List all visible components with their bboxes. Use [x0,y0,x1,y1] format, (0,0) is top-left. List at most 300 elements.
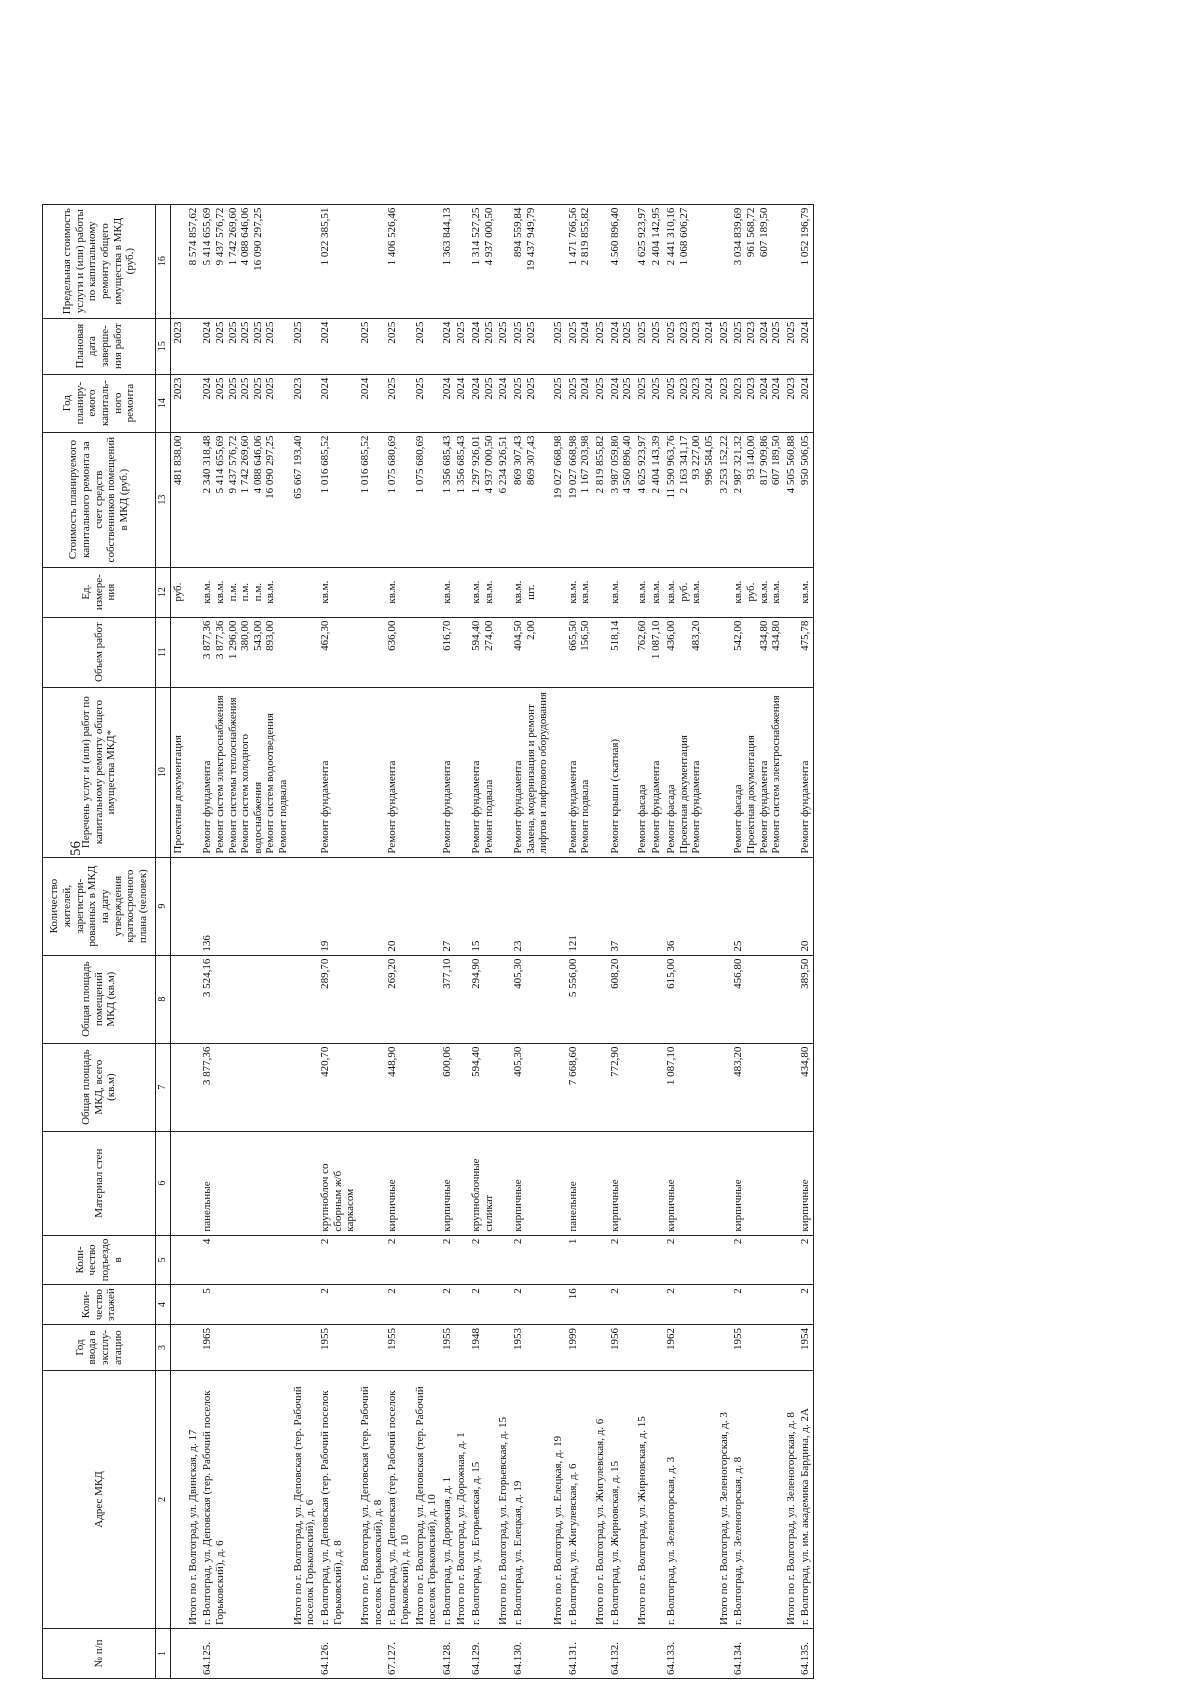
cell-line: 2025 [593,377,606,400]
cell-col-8: 389,50 [798,955,813,1043]
table-row [318,204,358,1678]
cell-col-13 [717,432,732,567]
cell-line: 607 189,50 [757,207,770,258]
cell-col-8: 377,10 [440,955,455,1043]
cell-col-14 [649,374,664,432]
cell-line: 961 568,72 [744,207,757,258]
cell-line: 2025 [650,321,663,344]
cell-line: Ремонт фундамента [757,760,770,854]
cell-col-4 [454,1285,469,1325]
cell-col-5: 2 [731,1235,784,1285]
cell-line [172,1374,185,1625]
cell-col-6 [731,1131,784,1235]
cell-col-8: 615,00 [664,955,717,1043]
cell-line: кирпичные [386,1179,399,1232]
cell-line [455,691,468,854]
cell-line: 2 404 143,39 [650,435,663,494]
cell-line: Проектная документация [677,735,690,854]
cell-line: 2024 [201,377,214,400]
cell-line: 2 404 142,95 [650,207,663,266]
cell-line: кв.м. [566,580,579,604]
cell-col-3 [454,1325,469,1371]
cell-col-11 [454,617,469,687]
cell-col-2 [798,1371,813,1629]
cell-line: Ремонт фундамента [566,760,579,854]
cell-line: п.м. [226,582,239,602]
cell-line: 2024 [319,377,332,400]
cell-col-12 [593,567,608,617]
table-row [551,204,566,1678]
cell-line: 2024 [440,321,453,344]
cell-col-1 [454,1629,469,1679]
cell-col-13 [608,432,635,567]
cell-line: 93 140,00 [744,435,757,480]
cell-line: 2025 [621,377,634,400]
cell-col-6 [511,1131,551,1235]
cell-col-6 [440,1131,455,1235]
cell-line: панельные [201,1181,214,1232]
cell-line: 2025 [635,321,648,344]
cell-line: 3 987 059,80 [608,435,621,494]
cell-col-12 [551,567,566,617]
cell-line: 1 075 680,69 [413,435,426,494]
cell-line [552,691,565,854]
column-header-14: Год планиру-емого капиталь-ного ремонта [43,374,156,432]
cell-line [785,208,798,315]
cell-line: руб. [172,582,184,602]
cell-col-15 [798,318,813,374]
column-header-7: Общая площадь МКД, всего (кв.м) [43,1043,156,1131]
cell-col-4 [358,1285,385,1325]
cell-line: кирпичные [608,1179,621,1232]
cell-col-7 [171,1043,186,1131]
cell-line: Ремонт фасада [665,784,678,854]
cell-col-5: 2 [469,1235,496,1285]
cell-col-12 [784,567,799,617]
cell-line: 16 090 297,25 [251,207,264,271]
cell-col-7 [186,1043,201,1131]
cell-col-15 [186,318,201,374]
cell-col-13 [649,432,664,567]
cell-col-2 [171,1371,186,1629]
cell-col-14 [664,374,717,432]
cell-col-6 [717,1131,732,1235]
cell-col-10 [608,687,635,857]
column-number-11: 11 [156,617,171,687]
column-header-16: Предельная стоимость услуги и (или) работы по капитальному ремонту общего имущества в МКД (руб.) [43,204,156,318]
cell-line [718,621,731,684]
cell-line [414,1135,427,1232]
cell-col-4 [635,1285,650,1325]
cell-col-11 [566,617,593,687]
cell-line: Итого по г. Волгоград, ул. Деповская (тер. Рабочий поселок Горьковский), д. 8 [358,1386,384,1625]
cell-col-11 [551,617,566,687]
cell-line: кирпичные [732,1179,745,1232]
cell-col-8: 269,20 [385,955,412,1043]
cell-col-10 [496,687,511,857]
table-row [649,204,664,1678]
cell-line: г. Волгоград, ул. Жигулевская, д. 6 [566,1463,579,1625]
cell-col-3: 1956 [608,1325,635,1371]
cell-col-12 [496,567,511,617]
cell-line [718,1135,731,1232]
cell-line [187,378,200,429]
cell-line: кв.м. [799,580,812,604]
cell-line [455,571,468,614]
cell-col-11 [496,617,511,687]
cell-col-12 [649,567,664,617]
cell-line: 2 163 341,17 [677,435,690,494]
cell-col-3: 1948 [469,1325,496,1371]
cell-col-6 [454,1131,469,1235]
cell-col-2 [496,1371,511,1629]
cell-line: 542,00 [732,620,745,651]
column-header-4: Коли-чество этажей [43,1285,156,1325]
cell-col-8: 405,30 [511,955,551,1043]
cell-col-1 [171,1629,186,1679]
cell-col-13 [469,432,496,567]
cell-col-3 [593,1325,608,1371]
cell-line: Ремонт систем холодного водоснабжения [239,733,264,854]
cell-line: 4 088 646,06 [251,435,264,494]
cell-line [594,571,607,614]
cell-line: 1 406 526,46 [386,207,399,266]
cell-col-10 [469,687,496,857]
cell-line: 2025 [358,321,371,344]
column-number-9: 9 [156,857,171,955]
cell-line: 2023 [744,321,757,344]
cell-col-12 [566,567,593,617]
cell-col-13 [798,432,813,567]
cell-line: Ремонт фундамента [690,760,703,854]
cell-col-10 [784,687,799,857]
cell-line: 594,40 [470,620,483,651]
cell-col-10 [717,687,732,857]
cell-line: 4 625 923,97 [635,207,648,266]
cell-col-9 [784,857,799,955]
cell-line: 2025 [386,377,399,400]
cell-col-15 [440,318,455,374]
cell-line: 2024 [470,377,483,400]
cell-line: 4 560 896,40 [608,207,621,266]
cell-col-7 [454,1043,469,1131]
cell-col-16 [566,204,593,318]
cell-line: Ремонт фундамента [470,760,483,854]
cell-col-7: 420,70 [318,1043,358,1131]
cell-line: 893,00 [264,620,277,651]
cell-line: 2024 [497,377,510,400]
cell-col-15 [454,318,469,374]
cell-col-8 [551,955,566,1043]
cell-col-5 [635,1235,650,1285]
cell-col-15 [318,318,358,374]
cell-line: 434,80 [770,620,783,651]
cell-col-11 [593,617,608,687]
cell-line: 2025 [512,321,525,344]
cell-col-8: 3 524,16 [200,955,290,1043]
cell-col-10 [171,687,186,857]
cell-line [455,1135,468,1232]
cell-col-11 [511,617,551,687]
cell-col-4: 2 [318,1285,358,1325]
cell-col-2 [608,1371,635,1629]
cell-col-2 [784,1371,799,1629]
cell-line: Ремонт фундамента [386,760,399,854]
cell-line: 2025 [635,377,648,400]
cell-line [497,621,510,684]
capital-repair-table [42,204,814,1679]
cell-line: 2025 [482,321,495,344]
cell-line: Ремонт фасада [635,784,648,854]
cell-line: 1 052 196,79 [799,207,812,266]
cell-line: 2025 [770,321,783,344]
table-row [454,204,469,1678]
cell-col-7 [593,1043,608,1131]
cell-col-12 [358,567,385,617]
cell-col-16 [454,204,469,318]
cell-line: 5 414 655,69 [213,435,226,494]
cell-line [414,208,427,315]
table-row [358,204,385,1678]
cell-col-1: 64.128. [440,1629,455,1679]
column-header-10: Перечень услуг и (или) работ по капитальному ремонту общего имущества МКД* [43,687,156,857]
cell-line [650,1374,663,1625]
cell-line: 2023 [690,377,703,400]
cell-line: Ремонт крыши (скатная) [608,738,621,854]
cell-line: 1 742 269,60 [226,207,239,266]
cell-col-11 [664,617,717,687]
cell-col-2 [664,1371,717,1629]
cell-col-13 [413,432,440,567]
header-row [43,204,156,1678]
cell-line: 2025 [524,321,537,344]
cell-line [292,571,305,614]
cell-line [718,208,731,315]
cell-col-11 [186,617,201,687]
cell-col-13 [496,432,511,567]
cell-line: Ремонт фасада [732,784,745,854]
cell-line: 2025 [524,377,537,400]
cell-col-9: 136 [200,857,290,955]
cell-col-7: 483,20 [731,1043,784,1131]
column-header-12: Ед. измере-ния [43,567,156,617]
cell-col-5 [358,1235,385,1285]
cell-col-5 [171,1235,186,1285]
cell-line: 2025 [717,321,730,344]
cell-col-10 [440,687,455,857]
cell-col-13 [635,432,650,567]
cell-col-7 [784,1043,799,1131]
cell-col-10 [200,687,290,857]
cell-line [594,208,607,315]
cell-line: 2 819 855,82 [579,207,592,266]
cell-col-8 [291,955,318,1043]
cell-col-7 [496,1043,511,1131]
cell-col-5 [717,1235,732,1285]
cell-col-2 [551,1371,566,1629]
column-number-16: 16 [156,204,171,318]
cell-line: 2024 [702,321,715,344]
cell-line: 2 441 310,16 [665,207,678,266]
cell-line: 2025 [455,321,468,344]
cell-line: Итого по г. Волгоград, ул. Елецкая, д. 19 [551,1435,564,1625]
cell-col-9: 36 [664,857,717,955]
cell-col-7 [291,1043,318,1131]
cell-line [785,621,798,684]
cell-col-13 [784,432,799,567]
cell-col-5: 4 [200,1235,290,1285]
cell-line: кв.м. [482,580,495,604]
column-header-9: Количество жителей, зарегистри-рованных в МКД на дату утверждения краткосрочного плана (человек) [43,857,156,955]
cell-line: кв.м. [201,580,214,604]
cell-col-4 [784,1285,799,1325]
cell-col-13 [440,432,455,567]
cell-col-13 [664,432,717,567]
column-number-15: 15 [156,318,171,374]
cell-col-3 [496,1325,511,1371]
cell-line: 3 034 839,69 [732,207,745,266]
cell-col-13 [593,432,608,567]
cell-col-5: 2 [440,1235,455,1285]
column-header-15: Плановая дата заверше-ния работ [43,318,156,374]
cell-line: 475,78 [799,620,812,651]
cell-line [359,621,372,684]
cell-col-16 [440,204,455,318]
cell-col-9 [291,857,318,955]
table-row [798,204,813,1678]
cell-col-13 [171,432,186,567]
cell-col-16 [358,204,385,318]
cell-line: 4 560 896,40 [621,435,634,494]
cell-col-3 [635,1325,650,1371]
cell-line: Ремонт фундамента [319,760,332,854]
cell-col-3 [171,1325,186,1371]
table-row [635,204,650,1678]
cell-col-1: 67.127. [385,1629,412,1679]
cell-line: 1 022 385,51 [319,207,332,266]
cell-line: Ремонт фундамента [201,760,214,854]
cell-col-6 [593,1131,608,1235]
cell-col-1 [413,1629,440,1679]
cell-col-9 [551,857,566,955]
cell-line: 2025 [593,321,606,344]
cell-col-14 [454,374,469,432]
cell-col-9 [413,857,440,955]
cell-line: Ремонт подвала [277,779,290,854]
table-row [593,204,608,1678]
cell-line: 4 625 923,97 [635,435,648,494]
cell-col-15 [171,318,186,374]
cell-col-6 [186,1131,201,1235]
cell-col-15 [413,318,440,374]
cell-line: 2,00 [524,620,537,640]
cell-line: г. Волгоград, ул. Деповская (тер. Рабочий поселок Горьковский), д. 8 [319,1390,344,1625]
cell-col-9: 20 [798,857,813,955]
cell-col-1: 64.130. [511,1629,551,1679]
cell-col-15 [358,318,385,374]
cell-line: 518,14 [608,620,621,651]
cell-col-6 [566,1131,593,1235]
table-row [171,204,186,1678]
cell-line: 2025 [665,377,678,400]
cell-col-4 [291,1285,318,1325]
cell-line: кв.м. [386,580,399,604]
cell-col-6 [385,1131,412,1235]
column-header-5: Коли-чество подъездо в [43,1235,156,1285]
cell-line: 2025 [264,321,277,344]
cell-line: шт. [524,584,537,600]
cell-col-9: 19 [318,857,358,955]
cell-line: 2025 [650,377,663,400]
page-number: 56 [68,841,84,856]
cell-col-13 [511,432,551,567]
cell-line: 2025 [551,377,564,400]
table-row [186,204,201,1678]
cell-col-14 [608,374,635,432]
cell-col-4 [496,1285,511,1325]
cell-col-15 [566,318,593,374]
cell-col-10 [566,687,593,857]
cell-line: кв.м. [319,580,332,604]
cell-col-1 [186,1629,201,1679]
cell-line [187,621,200,684]
cell-col-6 [291,1131,318,1235]
cell-col-11 [318,617,358,687]
cell-line [497,571,510,614]
cell-col-6 [649,1131,664,1235]
cell-col-15 [291,318,318,374]
cell-col-1: 64.129. [469,1629,496,1679]
cell-line: 19 027 668,98 [566,435,579,499]
cell-col-9: 15 [469,857,496,955]
cell-col-4: 2 [385,1285,412,1325]
cell-col-16 [496,204,511,318]
cell-col-6 [171,1131,186,1235]
cell-col-14 [469,374,496,432]
cell-line [187,571,200,614]
cell-line [455,621,468,684]
cell-col-15 [469,318,496,374]
cell-line: 3 253 152,22 [717,435,730,494]
cell-col-13 [200,432,290,567]
cell-col-2 [186,1371,201,1629]
cell-line: 2025 [512,377,525,400]
cell-line: Итого по г. Волгоград, ул. Зеленогорская, д. 3 [717,1412,730,1625]
cell-line: 2024 [608,377,621,400]
cell-col-16 [731,204,784,318]
cell-col-5: 2 [511,1235,551,1285]
cell-col-15 [717,318,732,374]
cell-col-7 [649,1043,664,1131]
cell-line: 2025 [732,321,745,344]
cell-col-16 [608,204,635,318]
cell-col-8: 456,80 [731,955,784,1043]
cell-line [594,1135,607,1232]
cell-line [718,571,731,614]
cell-col-15 [385,318,412,374]
cell-line: кв.м. [264,580,277,604]
cell-col-12 [454,567,469,617]
cell-line: 2024 [440,377,453,400]
cell-col-16 [186,204,201,318]
table-row [496,204,511,1678]
cell-line [414,621,427,684]
cell-line [359,571,372,614]
cell-line: 2 340 318,48 [201,435,214,494]
cell-line: 2025 [566,321,579,344]
cell-col-16 [664,204,717,318]
column-number-2: 2 [156,1371,171,1629]
